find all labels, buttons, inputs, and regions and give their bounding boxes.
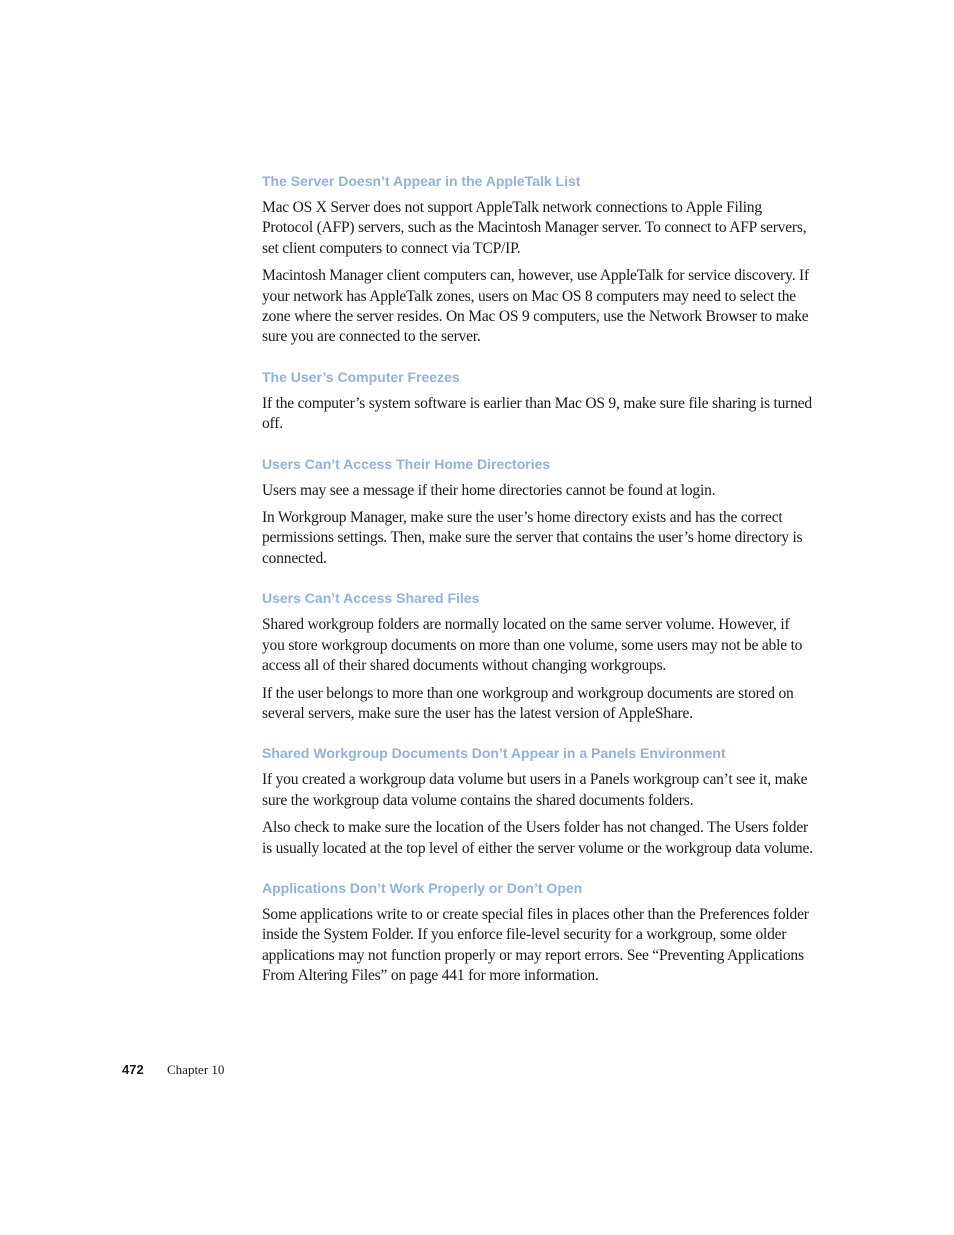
section-user-computer-freezes [262, 367, 814, 435]
section-heading: Applications Don’t Work Properly or Don’t Open [262, 879, 583, 896]
body-paragraph: Users may see a message if their home directories cannot be found at login. [262, 481, 716, 499]
document-body [262, 171, 814, 1006]
section-heading: The User’s Computer Freezes [262, 368, 460, 385]
section-heading: Shared Workgroup Documents Don’t Appear in a Panels Environment [262, 745, 726, 762]
body-paragraph: Some applications write to or create special files in places other than the Preferences folder inside the System Folder. If you enforce file-level security for a workgroup, some older applications may not function properly or may report errors. See “Preventing Applications From Altering Files” on page 441 for more information. [262, 905, 809, 985]
body-paragraph: Shared workgroup folders are normally located on the same server volume. However, if you store workgroup documents on more than one volume, some users may not be able to access all of their shared documents without changing workgroups. [262, 616, 803, 675]
section-home-directories [262, 454, 814, 570]
page-number: 472 [122, 1062, 144, 1077]
body-paragraph: If the user belongs to more than one workgroup and workgroup documents are stored on several servers, make sure the user has the latest version of AppleShare. [262, 684, 794, 722]
body-paragraph: In Workgroup Manager, make sure the user’s home directory exists and has the correct permissions settings. Then, make sure the server that contains the user’s home directory is connected. [262, 509, 803, 567]
chapter-label: Chapter 10 [167, 1062, 225, 1077]
body-paragraph: If you created a workgroup data volume but users in a Panels workgroup can’t see it, make sure the workgroup data volume contains the shared documents folders. [262, 771, 808, 809]
page-footer [122, 1062, 224, 1078]
section-server-not-in-appletalk-list [262, 171, 814, 348]
body-paragraph: Also check to make sure the location of the Users folder has not changed. The Users folder is usually located at the top level of either the server volume or the workgroup data volume. [262, 819, 813, 857]
section-heading: The Server Doesn’t Appear in the AppleTalk List [262, 173, 581, 189]
body-paragraph: Mac OS X Server does not support AppleTalk network connections to Apple Filing Protocol (AFP) servers, such as the Macintosh Manager server. To connect to AFP servers, set client computers to connect via TCP/IP. [262, 199, 807, 257]
body-paragraph: Macintosh Manager client computers can, however, use AppleTalk for service discovery. If your network has AppleTalk zones, users on Mac OS 8 computers may need to select the zone where the server resides. On Mac OS 9 computers, use the Network Browser to make sure you are connected to the server. [262, 267, 809, 346]
section-heading: Users Can’t Access Shared Files [262, 590, 480, 607]
body-paragraph: If the computer’s system software is earlier than Mac OS 9, make sure file sharing is turned off. [262, 394, 812, 433]
section-heading: Users Can’t Access Their Home Directories [262, 455, 551, 472]
section-shared-files [262, 588, 814, 724]
section-applications-dont-work [262, 878, 814, 987]
section-panels-environment [262, 743, 814, 859]
